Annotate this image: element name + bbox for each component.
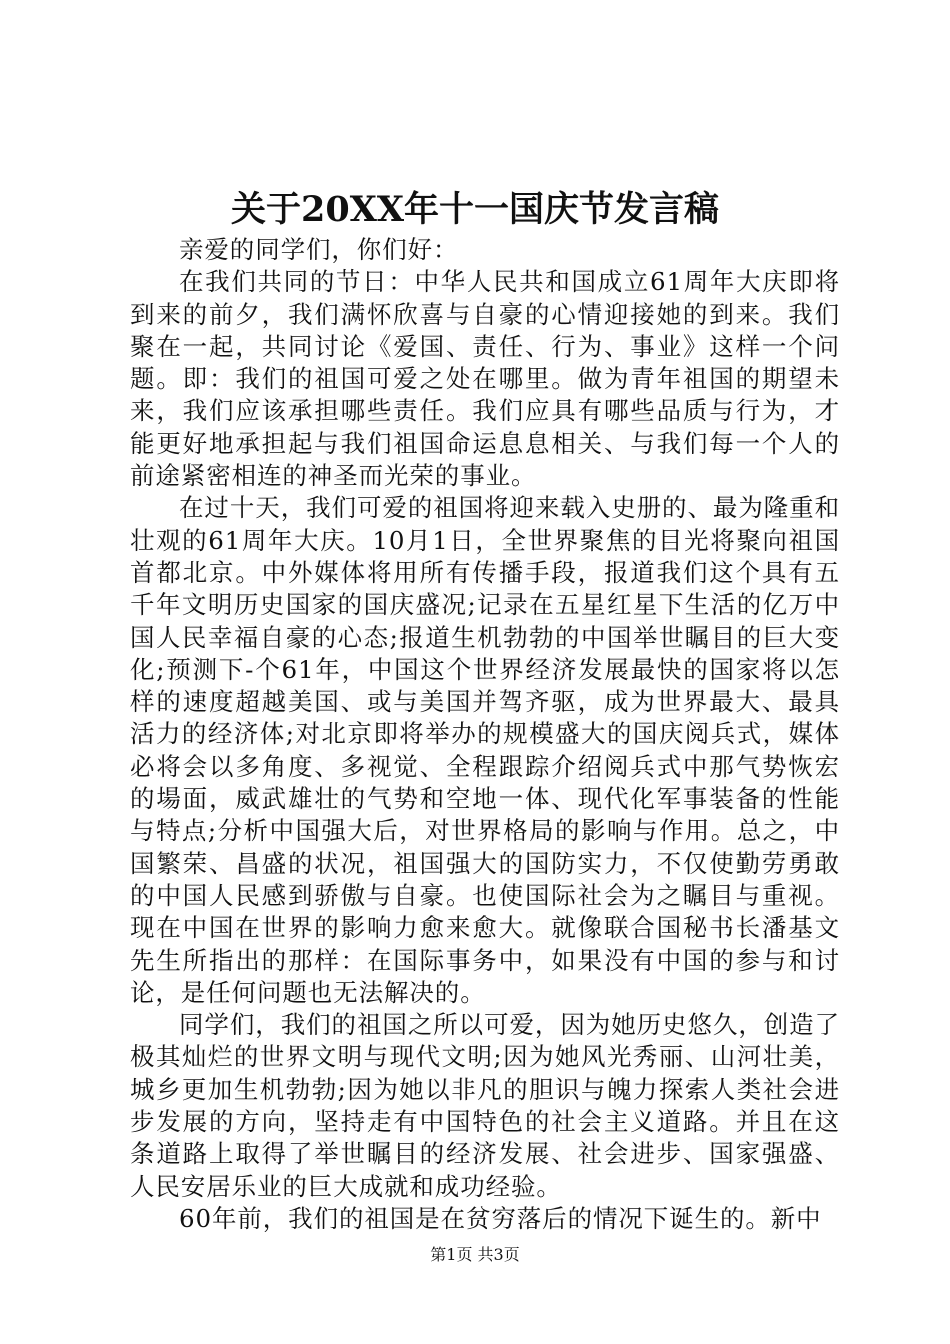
page-footer: 第1页 共3页: [430, 1245, 520, 1264]
paragraph: 在我们共同的节日：中华人民共和国成立61周年大庆即将到来的前夕，我们满怀欣喜与自豪的心情迎接她的到来。我们聚在一起，共同讨论《爱国、责任、行为、事业》这样一个问题。即：我们的祖国可爱之处在哪里。做为青年祖国的期望未来，我们应该承担哪些责任。我们应具有哪些品质与行为，才能更好地承担起与我们祖国命运息息相关、与我们每一个人的前途紧密相连的神圣而光荣的事业。: [130, 267, 840, 491]
paragraph: 60年前，我们的祖国是在贫穷落后的情况下诞生的。新中: [179, 1203, 822, 1233]
paragraph: 在过十天，我们可爱的祖国将迎来载入史册的、最为隆重和壮观的61周年大庆。10月1日，全世界聚焦的目光将聚向祖国首都北京。中外媒体将用所有传播手段，报道我们这个具有五千年文明历史国家的国庆盛况;记录在五星红星下生活的亿万中国人民幸福自豪的心态;报道生机勃勃的中国举世瞩目的巨大变化;预测下-个61年，中国这个世界经济发展最快的国家将以怎样的速度超越美国、或与美国并驾齐驱，成为世界最大、最具活力的经济体;对北京即将举办的规模盛大的国庆阅兵式，媒体必将会以多角度、多视觉、全程跟踪介绍阅兵式中那气势恢宏的場面，威武雄壮的气势和空地一体、现代化军事装备的性能与特点;分析中国强大后，对世界格局的影响与作用。总之，中国繁荣、昌盛的状况，祖国强大的国防实力，不仅使勤劳勇敢的中国人民感到骄傲与自豪。也使国际社会为之瞩目与重视。现在中国在世界的影响力愈来愈大。就像联合国秘书长潘基文先生所指出的那样：在国际事务中，如果没有中国的参与和讨论，是任何问题也无法解决的。: [130, 493, 840, 1007]
document-title: 关于20XX年十一国庆节发言稿: [230, 189, 720, 230]
greeting-line: 亲爱的同学们，你们好：: [179, 235, 459, 264]
paragraph: 同学们，我们的祖国之所以可爱，因为她历史悠久，创造了极其灿烂的世界文明与现代文明;因为她风光秀丽、山河壮美，城乡更加生机勃勃;因为她以非凡的胆识与魄力探索人类社会进步发展的方向，坚持走有中国特色的社会主义道路。并且在这条道路上取得了举世瞩目的经济发展、社会进步、国家强盛、人民安居乐业的巨大成就和成功经验。: [130, 1010, 840, 1201]
document-body: [130, 234, 840, 1235]
